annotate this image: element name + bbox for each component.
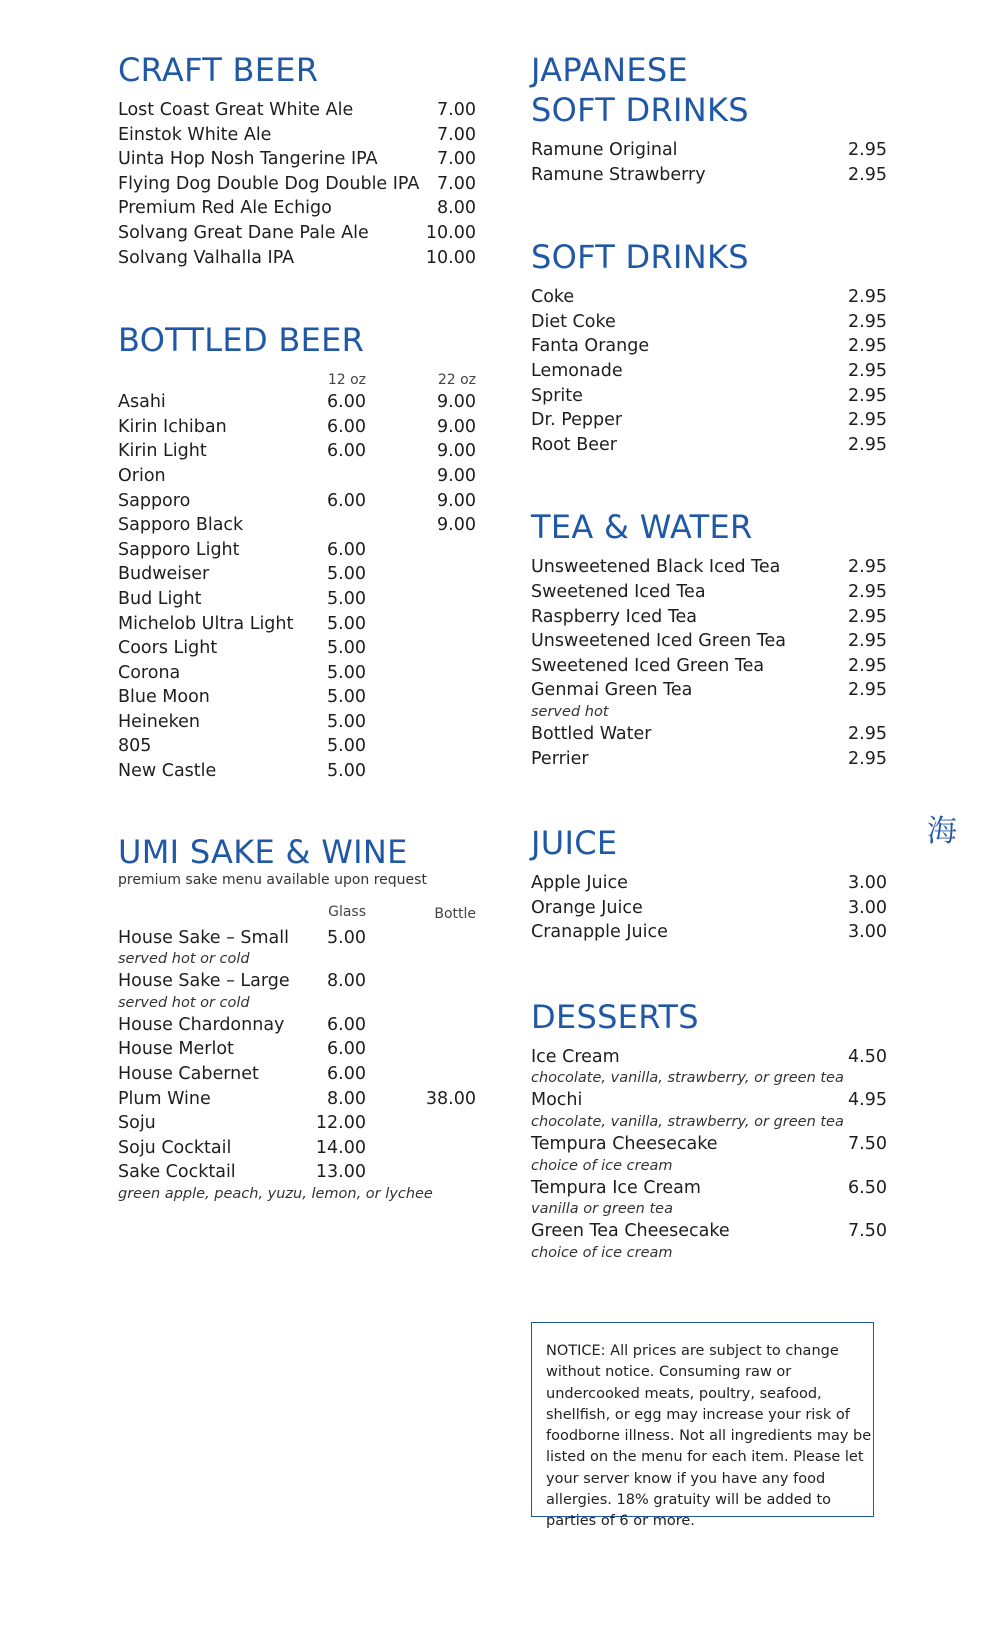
- item-name: Ramune Strawberry: [531, 164, 706, 185]
- item-price-large: 9.00: [437, 490, 476, 511]
- menu-item: [118, 759, 476, 784]
- menu-item: [531, 334, 887, 359]
- item-description: vanilla or green tea: [531, 1201, 673, 1218]
- menu-item: [118, 926, 476, 951]
- menu-item: [118, 538, 476, 563]
- item-price-small: 5.00: [327, 588, 366, 609]
- menu-item: [531, 722, 887, 747]
- item-name: House Cabernet: [118, 1064, 259, 1085]
- item-price: 2.95: [848, 606, 887, 627]
- menu-item: [118, 439, 476, 464]
- menu-item: [531, 285, 887, 310]
- item-price: 10.00: [425, 247, 476, 268]
- menu-item: [531, 920, 887, 945]
- item-name: Lemonade: [531, 360, 623, 381]
- menu-item: [531, 310, 887, 335]
- menu-item: [531, 1088, 887, 1113]
- soft-drinks-section: [531, 237, 887, 457]
- section-title-soft-drinks: SOFT DRINKS: [531, 238, 749, 277]
- item-name: Root Beer: [531, 434, 617, 455]
- col-header-22oz: 22 oz: [437, 372, 476, 389]
- item-name: Dr. Pepper: [531, 410, 623, 431]
- item-description: green apple, peach, yuzu, lemon, or lychee: [118, 1186, 433, 1202]
- section-title-bottled-beer: BOTTLED BEER: [118, 321, 365, 360]
- item-price-small: 6.00: [327, 392, 366, 413]
- menu-item: [118, 587, 476, 612]
- item-name: Sapporo: [118, 490, 191, 511]
- item-price: 2.95: [848, 287, 887, 308]
- menu-item: [531, 1045, 887, 1070]
- item-price-small: 6.00: [327, 1014, 366, 1035]
- item-price: 2.95: [848, 655, 887, 676]
- item-price: 2.95: [848, 336, 887, 357]
- craft-beer-section: [118, 50, 476, 270]
- item-name: House Merlot: [118, 1039, 234, 1060]
- item-description: choice of ice cream: [531, 1157, 673, 1174]
- item-price: 2.95: [848, 360, 887, 381]
- kanji-emblem: 海: [927, 814, 957, 849]
- item-price: 3.00: [848, 873, 887, 894]
- item-name: 805: [118, 736, 152, 757]
- menu-item: [118, 489, 476, 514]
- menu-item: [531, 384, 887, 409]
- item-name: Asahi: [118, 392, 166, 413]
- item-price: 4.50: [848, 1046, 887, 1067]
- item-price: 3.00: [848, 897, 887, 918]
- item-price: 2.95: [848, 410, 887, 431]
- item-name: Cranapple Juice: [531, 922, 668, 943]
- item-price-small: 5.00: [327, 761, 366, 782]
- item-price: 2.95: [848, 581, 887, 602]
- item-name: Blue Moon: [118, 687, 210, 708]
- right-column: [531, 50, 887, 1315]
- item-name: New Castle: [118, 761, 217, 782]
- menu-item: [118, 221, 476, 246]
- item-price: 4.95: [848, 1090, 887, 1111]
- size-header: [118, 368, 476, 390]
- item-name: Mochi: [531, 1090, 583, 1111]
- menu-item: [118, 98, 476, 123]
- item-price: 2.95: [848, 748, 887, 769]
- item-price-small: 5.00: [327, 711, 366, 732]
- item-name: Kirin Light: [118, 441, 207, 462]
- item-name: Sweetened Iced Tea: [531, 581, 706, 602]
- item-name: Bottled Water: [531, 723, 652, 744]
- item-price-large: 9.00: [437, 441, 476, 462]
- item-name: Tempura Ice Cream: [531, 1177, 701, 1198]
- menu-item: [118, 123, 476, 148]
- item-price-small: 5.00: [327, 662, 366, 683]
- menu-item: [531, 433, 887, 458]
- item-price-small: 8.00: [327, 971, 366, 992]
- item-price-small: 6.00: [327, 539, 366, 560]
- item-price-small: 5.00: [327, 687, 366, 708]
- item-description: served hot: [531, 703, 609, 720]
- menu-item: [531, 896, 887, 921]
- menu-item: [118, 1087, 476, 1112]
- menu-item: [531, 555, 887, 580]
- item-name: Corona: [118, 662, 181, 683]
- menu-item: [118, 1037, 476, 1062]
- item-description: served hot or cold: [118, 994, 250, 1011]
- menu-item: [118, 734, 476, 759]
- menu-item: [531, 654, 887, 679]
- menu-item: [118, 1013, 476, 1038]
- item-name: Sapporo Light: [118, 539, 240, 560]
- left-column: [118, 50, 476, 1256]
- item-price: 8.00: [437, 198, 476, 219]
- menu-item: [531, 163, 887, 188]
- menu-item: [531, 871, 887, 896]
- item-name: Uinta Hop Nosh Tangerine IPA: [118, 149, 378, 170]
- desserts-section: [531, 997, 887, 1263]
- section-title-sake-wine: UMI SAKE & WINE: [118, 832, 408, 871]
- item-price: 6.50: [848, 1177, 887, 1198]
- item-price: 2.95: [848, 557, 887, 578]
- menu-item: [118, 464, 476, 489]
- item-price-small: 6.00: [327, 490, 366, 511]
- item-price-small: 5.00: [327, 927, 366, 948]
- item-price-small: 5.00: [327, 736, 366, 757]
- item-price: 2.95: [848, 631, 887, 652]
- notice-box: NOTICE: All prices are subject to change without notice. Consuming raw or undercooked meats, poultry, seafood, shellfish, or egg may increase your risk of foodborne illness. Not all ingredients may be listed on the menu for each item. Please let your server know if you have any food allergies. 18% gratuity will be added to parties of 6 or more.: [531, 1322, 874, 1517]
- item-price-small: 6.00: [327, 416, 366, 437]
- menu-item: [118, 969, 476, 994]
- menu-item: [531, 359, 887, 384]
- menu-item: [118, 172, 476, 197]
- item-name: Budweiser: [118, 564, 210, 585]
- section-title-juice: JUICE: [531, 824, 618, 863]
- item-name: House Chardonnay: [118, 1014, 285, 1035]
- item-name: Perrier: [531, 748, 589, 769]
- item-price: 2.95: [848, 434, 887, 455]
- item-name: Tempura Cheesecake: [531, 1134, 718, 1155]
- item-name: Ramune Original: [531, 140, 678, 160]
- item-name: Soju Cocktail: [118, 1137, 232, 1158]
- item-price-small: 5.00: [327, 613, 366, 634]
- item-price: 7.00: [437, 124, 476, 145]
- item-price-small: 8.00: [327, 1088, 366, 1109]
- item-price: 3.00: [848, 922, 887, 943]
- item-price: 2.95: [848, 680, 887, 701]
- menu-item: [531, 1176, 887, 1201]
- item-description: chocolate, vanilla, strawberry, or green tea: [531, 1114, 844, 1131]
- menu-item: [118, 196, 476, 221]
- menu-item: [118, 415, 476, 440]
- menu-item: [118, 1062, 476, 1087]
- item-name: Premium Red Ale Echigo: [118, 198, 332, 219]
- item-name: Sapporo Black: [118, 515, 244, 536]
- section-title-craft-beer: CRAFT BEER: [118, 51, 319, 89]
- sake-wine-subtitle: premium sake menu available upon request: [118, 871, 427, 888]
- menu-item: [531, 629, 887, 654]
- item-name: Orange Juice: [531, 897, 643, 918]
- menu-item: [118, 636, 476, 661]
- item-price-small: 6.00: [327, 1064, 366, 1085]
- tea-water-section: [531, 507, 887, 771]
- item-name: Unsweetened Black Iced Tea: [531, 557, 781, 578]
- item-name: Sake Cocktail: [118, 1162, 236, 1183]
- title-line-1: JAPANESE: [531, 51, 688, 89]
- item-name: Fanta Orange: [531, 336, 650, 357]
- item-name: House Sake – Small: [118, 927, 289, 948]
- item-name: Einstok White Ale: [118, 124, 272, 145]
- item-name: House Sake – Large: [118, 971, 290, 992]
- item-price: 2.95: [848, 140, 887, 160]
- col-header-12oz: 12 oz: [327, 372, 366, 389]
- menu-item: [531, 138, 887, 163]
- item-name: Unsweetened Iced Green Tea: [531, 631, 787, 652]
- item-name: Genmai Green Tea: [531, 680, 693, 701]
- item-price-small: 6.00: [327, 441, 366, 462]
- item-name: Michelob Ultra Light: [118, 613, 294, 634]
- juice-section: [531, 823, 887, 945]
- menu-item: [118, 246, 476, 271]
- menu-item: [118, 661, 476, 686]
- item-price-small: 12.00: [315, 1113, 366, 1134]
- item-price: 7.00: [437, 149, 476, 170]
- item-price: 7.50: [848, 1221, 887, 1242]
- item-price-small: 6.00: [327, 1039, 366, 1060]
- menu-item: [118, 1160, 476, 1185]
- item-name: Raspberry Iced Tea: [531, 606, 698, 627]
- menu-item: [118, 390, 476, 415]
- item-name: Diet Coke: [531, 311, 616, 332]
- item-price: 7.00: [437, 173, 476, 194]
- menu-item: [118, 513, 476, 538]
- section-title-desserts: DESSERTS: [531, 997, 699, 1036]
- item-name: Apple Juice: [531, 873, 628, 894]
- item-name: Flying Dog Double Dog Double IPA: [118, 173, 420, 194]
- title-line-2: SOFT DRINKS: [531, 91, 749, 129]
- item-name: Coors Light: [118, 638, 218, 659]
- section-title-japanese-soft-drinks: [531, 50, 887, 130]
- item-name: Plum Wine: [118, 1088, 211, 1109]
- item-name: Heineken: [118, 711, 201, 732]
- item-price-small: 13.00: [315, 1162, 366, 1183]
- item-name: Orion: [118, 465, 166, 486]
- menu-item: [531, 678, 887, 703]
- item-name: Sprite: [531, 385, 583, 406]
- menu-item: [118, 1111, 476, 1136]
- menu-item: [531, 1219, 887, 1244]
- menu-item: [531, 580, 887, 605]
- japanese-soft-drinks-section: [531, 50, 887, 187]
- item-name: Solvang Great Dane Pale Ale: [118, 222, 369, 243]
- item-price-small: 14.00: [315, 1137, 366, 1158]
- item-price: 2.95: [848, 723, 887, 744]
- menu-item: [118, 612, 476, 637]
- item-price-large: 9.00: [437, 392, 476, 413]
- menu-item: [531, 408, 887, 433]
- col-header-glass: Glass: [328, 903, 366, 920]
- menu-item: [118, 147, 476, 172]
- menu-item: [531, 747, 887, 772]
- item-price-small: 5.00: [327, 638, 366, 659]
- item-name: Lost Coast Great White Ale: [118, 100, 354, 120]
- menu-item: [531, 605, 887, 630]
- item-price: 7.00: [437, 100, 476, 120]
- sake-wine-section: [118, 832, 476, 1204]
- item-description: choice of ice cream: [531, 1244, 673, 1261]
- item-price: 2.95: [848, 164, 887, 185]
- menu-item: [118, 1136, 476, 1161]
- item-description: served hot or cold: [118, 951, 250, 968]
- item-name: Coke: [531, 287, 575, 308]
- item-name: Solvang Valhalla IPA: [118, 247, 295, 268]
- menu-item: [118, 562, 476, 587]
- item-price-small: 5.00: [327, 564, 366, 585]
- col-header-bottle: Bottle: [434, 905, 476, 922]
- item-price: 2.95: [848, 311, 887, 332]
- item-name: Soju: [118, 1113, 156, 1134]
- item-name: Sweetened Iced Green Tea: [531, 655, 765, 676]
- item-price-large: 9.00: [437, 515, 476, 536]
- item-price: 7.50: [848, 1134, 887, 1155]
- bottled-beer-section: [118, 320, 476, 784]
- menu-item: [531, 1132, 887, 1157]
- menu-item: [118, 710, 476, 735]
- item-price-large: 9.00: [437, 416, 476, 437]
- glass-bottle-header: [118, 896, 476, 926]
- item-price-large: 38.00: [425, 1088, 476, 1109]
- item-name: Bud Light: [118, 588, 202, 609]
- menu-item: [118, 685, 476, 710]
- item-price-large: 9.00: [437, 465, 476, 486]
- item-name: Green Tea Cheesecake: [531, 1221, 730, 1242]
- item-price: 10.00: [425, 222, 476, 243]
- section-title-tea-water: TEA & WATER: [531, 508, 753, 547]
- item-price: 2.95: [848, 385, 887, 406]
- item-name: Kirin Ichiban: [118, 416, 227, 437]
- item-name: Ice Cream: [531, 1046, 620, 1067]
- item-description: chocolate, vanilla, strawberry, or green tea: [531, 1070, 844, 1087]
